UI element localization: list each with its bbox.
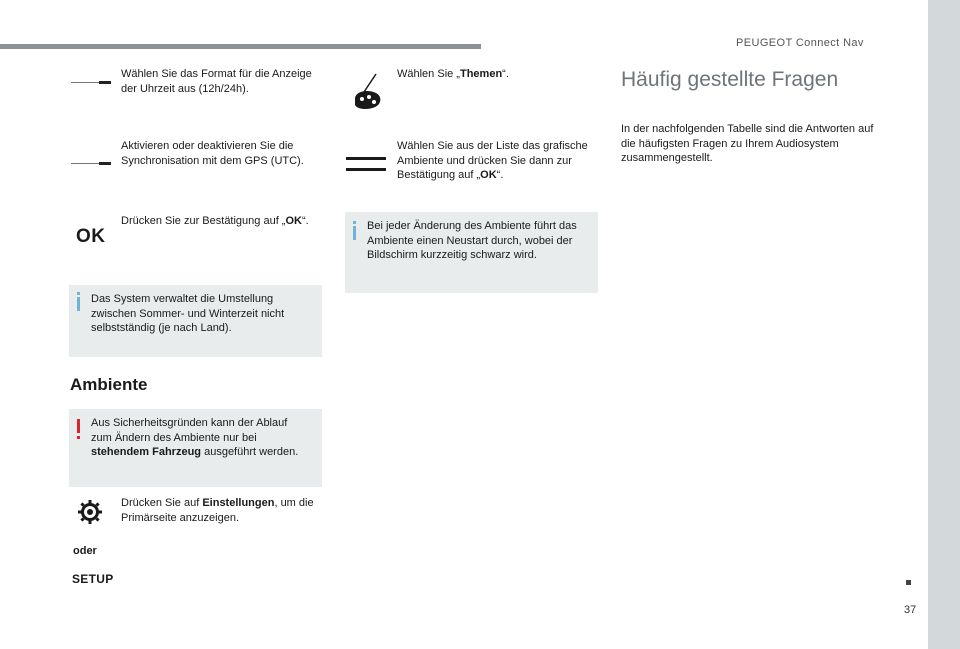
gear-icon bbox=[77, 499, 103, 525]
step-settings: Drücken Sie auf Einstellungen, um die Primärseite anzuzeigen. bbox=[121, 497, 314, 524]
step-gps-sync: Aktivieren oder deaktivieren Sie die Synchronisation mit dem GPS (UTC). bbox=[121, 140, 304, 167]
warning-note-box bbox=[69, 409, 322, 487]
header-bar bbox=[0, 44, 481, 49]
faq-intro: In der nachfolgenden Tabelle sind die Antworten auf die häufigsten Fragen zu Ihrem Audiosystem zusammengestellt. bbox=[621, 123, 874, 164]
setup-button-label: SETUP bbox=[72, 572, 114, 586]
info-note-text: Das System verwaltet die Umstellung zwischen Sommer- und Winterzeit nicht selbstständig (je nach Land). bbox=[91, 293, 285, 334]
header-brand: PEUGEOT Connect Nav bbox=[736, 37, 864, 49]
step-ok: Drücken Sie zur Bestätigung auf „OK“. bbox=[121, 215, 309, 227]
step-time-format: Wählen Sie das Format für die Anzeige der Uhrzeit aus (12h/24h). bbox=[121, 68, 312, 95]
faq-title: Häufig gestellte Fragen bbox=[621, 68, 839, 91]
ok-icon: OK bbox=[76, 226, 106, 247]
info-note-box bbox=[345, 212, 598, 293]
list-icon bbox=[346, 157, 386, 171]
info-icon bbox=[77, 297, 80, 311]
page-marker bbox=[906, 580, 911, 585]
section-title-ambiente: Ambiente bbox=[70, 375, 148, 394]
warning-note-text: Aus Sicherheitsgründen kann der Ablauf zum Ändern des Ambiente nur bei stehendem Fahrzeug ausgeführt werden. bbox=[91, 417, 299, 458]
page-number: 37 bbox=[904, 604, 917, 616]
palette-icon bbox=[350, 72, 384, 112]
info-icon bbox=[353, 226, 356, 240]
info-note-box bbox=[69, 285, 322, 357]
page-edge-strip bbox=[928, 0, 960, 649]
info-note-text: Bei jeder Änderung des Ambiente führt das Ambiente einen Neustart durch, wobei der Bildschirm kurzzeitig schwarz wird. bbox=[367, 220, 577, 261]
or-label: oder bbox=[73, 545, 97, 557]
step-themes: Wählen Sie „Themen“. bbox=[397, 68, 509, 80]
warning-icon bbox=[77, 419, 80, 433]
step-choose-ambiente: Wählen Sie aus der Liste das grafische Ambiente und drücken Sie dann zur Bestätigung auf „OK“. bbox=[397, 140, 588, 181]
